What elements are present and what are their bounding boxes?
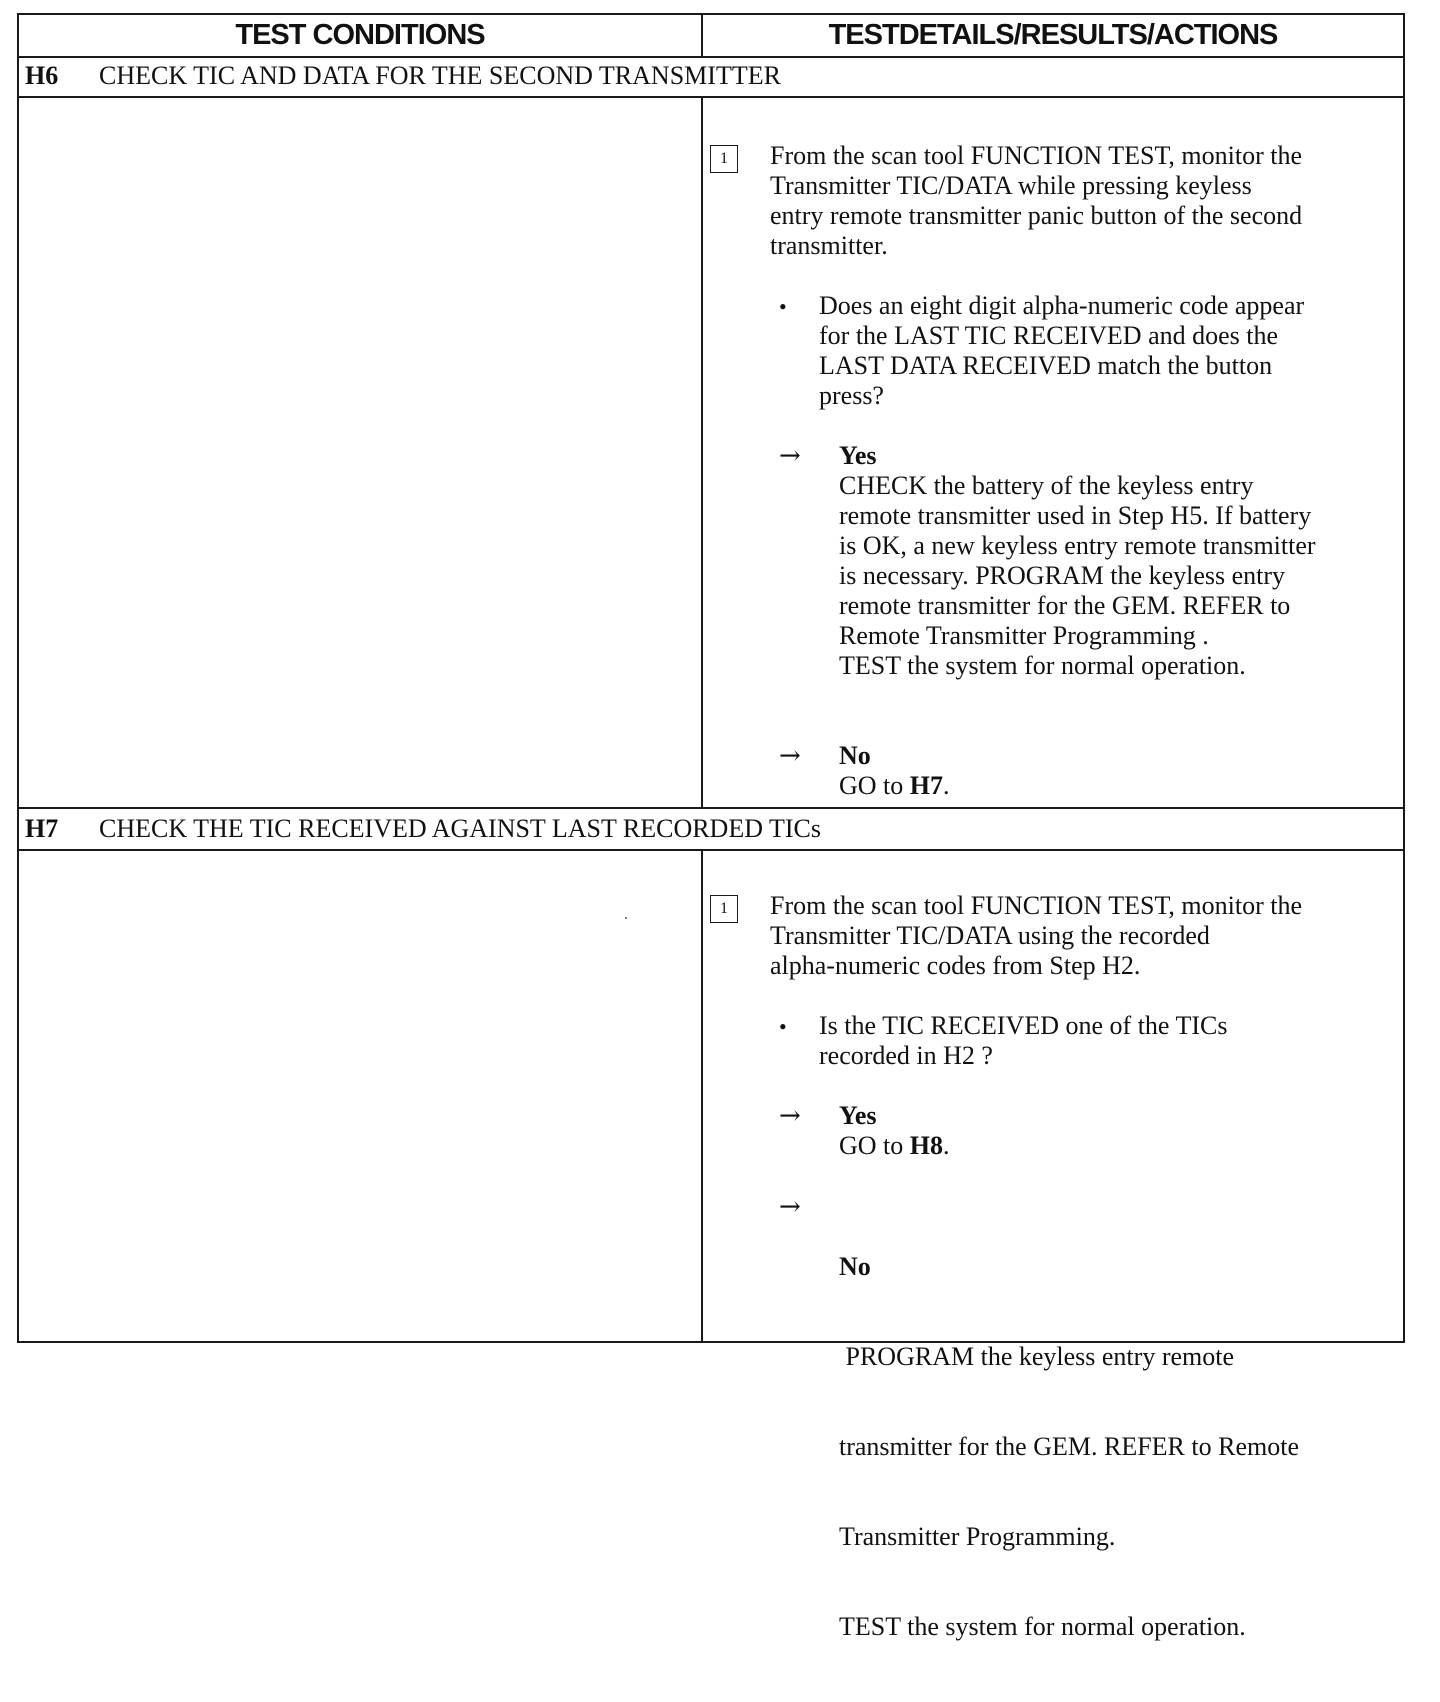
step-instruction: [770, 891, 1302, 981]
column-divider: [701, 851, 703, 1343]
text-line: From the scan tool FUNCTION TEST, monitor the: [770, 141, 1302, 170]
yes-branch: [839, 441, 1316, 681]
section-code: H6: [25, 61, 59, 90]
bullet-marker: •: [779, 1014, 787, 1039]
text-line: remote transmitter for the GEM. REFER to: [839, 591, 1291, 620]
section-heading: CHECK THE TIC RECEIVED AGAINST LAST RECORDED TICs: [99, 814, 822, 843]
goto-line: [839, 1131, 950, 1161]
text-line: Does an eight digit alpha-numeric code appear: [819, 291, 1305, 320]
yes-branch: [839, 1101, 950, 1161]
text-line: Transmitter Programming.: [839, 1522, 1116, 1551]
header-test-details: TESTDETAILS/RESULTS/ACTIONS: [828, 19, 1278, 51]
step-number-box: 1: [710, 895, 738, 923]
no-branch: [839, 1192, 1299, 1702]
text-line: CHECK the battery of the keyless entry: [839, 471, 1254, 500]
text-line: alpha-numeric codes from Step H2.: [770, 951, 1141, 980]
text-line: LAST DATA RECEIVED match the button: [819, 351, 1273, 380]
text-line: Remote Transmitter Programming .: [839, 621, 1209, 650]
text-line: entry remote transmitter panic button of the second: [770, 201, 1303, 230]
text-line: Transmitter TIC/DATA using the recorded: [770, 921, 1210, 950]
header-divider: [701, 15, 703, 56]
arrow-icon: →: [779, 1101, 801, 1131]
goto-line: [839, 771, 950, 801]
text-line: recorded in H2 ?: [819, 1041, 993, 1070]
text-line: is necessary. PROGRAM the keyless entry: [839, 561, 1286, 590]
text-line: remote transmitter used in Step H5. If battery: [839, 501, 1312, 530]
step-instruction: [770, 141, 1302, 261]
check-question: [819, 291, 1304, 411]
goto-target: H8: [909, 1131, 944, 1160]
section-title-h6: [19, 56, 1403, 98]
goto-suffix: .: [943, 1131, 950, 1160]
text-line: TEST the system for normal operation.: [839, 1612, 1246, 1641]
no-branch: [839, 741, 950, 801]
text-line: Is the TIC RECEIVED one of the TICs: [819, 1011, 1228, 1040]
yes-label: Yes: [839, 1101, 877, 1130]
text-line: is OK, a new keyless entry remote transmitter: [839, 531, 1316, 560]
step-number-box: 1: [710, 145, 738, 173]
section-heading: CHECK TIC AND DATA FOR THE SECOND TRANSMITTER: [99, 61, 781, 90]
no-label: No: [839, 741, 871, 770]
text-line: for the LAST TIC RECEIVED and does the: [819, 321, 1279, 350]
section-code: H7: [25, 814, 59, 843]
header-test-conditions: TEST CONDITIONS: [235, 19, 485, 51]
diagnostic-table: [17, 13, 1405, 1641]
no-label: No: [839, 1252, 871, 1281]
goto-suffix: .: [943, 771, 950, 800]
column-divider: [701, 98, 703, 807]
text-line: PROGRAM the keyless entry remote: [839, 1342, 1235, 1371]
goto-prefix: GO to: [839, 771, 910, 800]
section-title-h7: [19, 809, 1403, 851]
goto-prefix: GO to: [839, 1131, 910, 1160]
text-line: TEST the system for normal operation.: [839, 651, 1246, 680]
bullet-marker: •: [779, 294, 787, 319]
text-line: From the scan tool FUNCTION TEST, monitor the: [770, 891, 1302, 920]
goto-target: H7: [909, 771, 944, 800]
text-line: transmitter for the GEM. REFER to Remote: [839, 1432, 1299, 1461]
check-question: [819, 1011, 1227, 1071]
arrow-icon: →: [779, 441, 801, 471]
scan-speck: [625, 917, 627, 919]
text-line: Transmitter TIC/DATA while pressing keyless: [770, 171, 1252, 200]
table-header: [19, 15, 1403, 58]
yes-label: Yes: [839, 441, 877, 470]
text-line: press?: [819, 381, 884, 410]
arrow-icon: →: [779, 1192, 801, 1222]
arrow-icon: →: [779, 741, 801, 771]
text-line: transmitter.: [770, 231, 888, 260]
